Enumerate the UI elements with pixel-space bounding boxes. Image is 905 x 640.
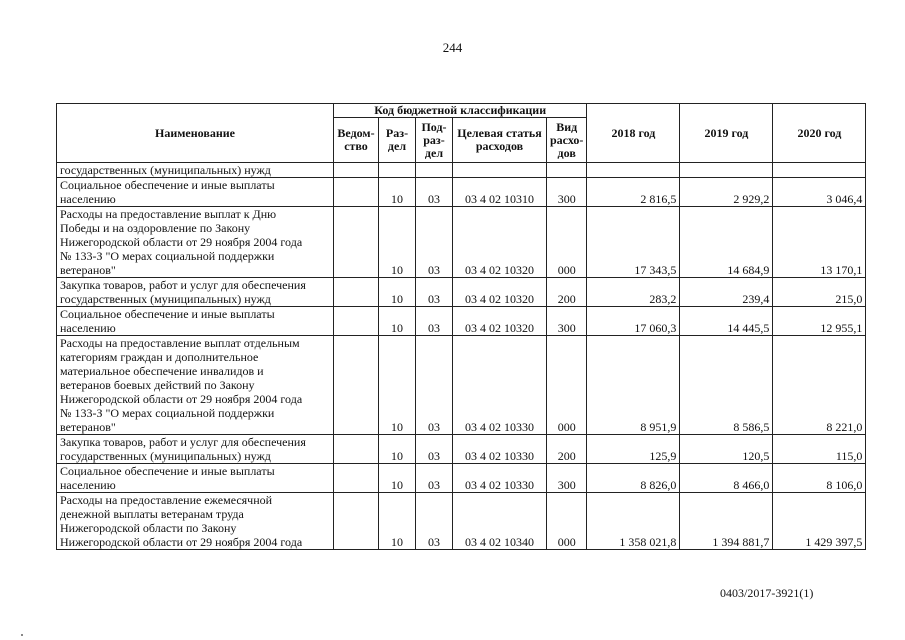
col-header-celevaya: Целевая статья расходов: [453, 118, 547, 163]
row-name: государственных (муниципальных) нужд: [57, 163, 334, 178]
row-name-line: ветеранов": [60, 420, 116, 434]
row-name-line: Победы и на оздоровление по Закону: [60, 221, 251, 235]
row-name-line: населению: [60, 321, 116, 335]
cell-2019: 8 466,0: [680, 464, 773, 493]
document-code: 0403/2017-3921(1): [720, 586, 814, 600]
col-header-2018: 2018 год: [587, 104, 680, 163]
col-group-budget-code: Код бюджетной классификации: [334, 104, 587, 118]
cell-2020: 8 106,0: [773, 464, 866, 493]
cell-2020: 8 221,0: [773, 336, 866, 435]
col-header-name: Наименование: [57, 104, 334, 163]
row-name: [57, 278, 334, 307]
cell-celevaya: 03 4 02 10310: [453, 178, 547, 207]
row-name-line: Нижегородской области по Закону: [60, 521, 237, 535]
cell-celevaya: 03 4 02 10330: [453, 435, 547, 464]
row-name-line: Социальное обеспечение и иные выплаты: [60, 178, 275, 192]
cell-razdel: 10: [379, 435, 416, 464]
row-name-line: Нижегородской области от 29 ноября 2004 года: [60, 235, 303, 249]
cell-vid: 000: [547, 207, 587, 278]
cell-2018: 125,9: [587, 435, 680, 464]
cell-vid: 300: [547, 464, 587, 493]
col-header-vid: Вид расхо-дов: [547, 118, 587, 163]
cell-podrazdel: 03: [416, 336, 453, 435]
table-row: [57, 464, 866, 493]
table-row: [57, 307, 866, 336]
row-name-line: № 133-З "О мерах социальной поддержки: [60, 249, 275, 263]
cell-podrazdel: 03: [416, 278, 453, 307]
table-row: [57, 278, 866, 307]
col-header-razdel: Раз-дел: [379, 118, 416, 163]
row-name: [57, 435, 334, 464]
cell-2020: 115,0: [773, 435, 866, 464]
table-body: [57, 163, 866, 550]
table-row: [57, 178, 866, 207]
cell-celevaya: 03 4 02 10320: [453, 307, 547, 336]
cell-vid: 300: [547, 307, 587, 336]
cell-2018: 2 816,5: [587, 178, 680, 207]
row-name: [57, 493, 334, 550]
cell-podrazdel: 03: [416, 178, 453, 207]
page-number: 244: [442, 40, 463, 55]
table-row: [57, 207, 866, 278]
cell-razdel: 10: [379, 207, 416, 278]
cell-celevaya: 03 4 02 10320: [453, 207, 547, 278]
cell-vedomstvo: [334, 464, 379, 493]
cell-2019: 2 929,2: [680, 178, 773, 207]
cell-2018: 17 343,5: [587, 207, 680, 278]
cell-podrazdel: 03: [416, 207, 453, 278]
cell-podrazdel: 03: [416, 493, 453, 550]
table-row: [57, 493, 866, 550]
cell-celevaya: 03 4 02 10340: [453, 493, 547, 550]
cell-razdel: [379, 163, 416, 178]
row-name-line: Расходы на предоставление ежемесячной: [60, 493, 273, 507]
cell-2020: [773, 163, 866, 178]
row-name: [57, 464, 334, 493]
cell-2019: 1 394 881,7: [680, 493, 773, 550]
cell-2018: 8 826,0: [587, 464, 680, 493]
row-name-line: Нижегородской области от 29 ноября 2004 года: [60, 392, 303, 406]
row-name-line: Закупка товаров, работ и услуг для обеспечения: [60, 435, 306, 449]
col-header-podrazdel: Под-раз-дел: [416, 118, 453, 163]
col-header-vedomstvo: Ведом-ство: [334, 118, 379, 163]
cell-podrazdel: 03: [416, 435, 453, 464]
row-name: [57, 336, 334, 435]
row-name-line: Расходы на предоставление выплат к Дню: [60, 207, 277, 221]
cell-2019: 239,4: [680, 278, 773, 307]
row-name-line: населению: [60, 192, 116, 206]
cell-razdel: 10: [379, 178, 416, 207]
cell-2020: 13 170,1: [773, 207, 866, 278]
row-name: [57, 178, 334, 207]
cell-podrazdel: [416, 163, 453, 178]
row-name-line: материальное обеспечение инвалидов и: [60, 364, 264, 378]
cell-2018: [587, 163, 680, 178]
cell-2019: [680, 163, 773, 178]
cell-vedomstvo: [334, 163, 379, 178]
cell-vid: [547, 163, 587, 178]
row-name-line: ветеранов": [60, 263, 116, 277]
budget-table: [56, 103, 866, 550]
col-header-2020: 2020 год: [773, 104, 866, 163]
cell-2020: 12 955,1: [773, 307, 866, 336]
row-name-line: Расходы на предоставление выплат отдельным: [60, 336, 300, 350]
row-name-line: денежной выплаты ветеранам труда: [60, 507, 244, 521]
col-header-2019: 2019 год: [680, 104, 773, 163]
cell-2018: 8 951,9: [587, 336, 680, 435]
cell-vid: 200: [547, 435, 587, 464]
row-name-line: категориям граждан и дополнительное: [60, 350, 259, 364]
cell-razdel: 10: [379, 278, 416, 307]
row-name-line: Нижегородской области от 29 ноября 2004 года: [60, 535, 303, 549]
cell-vedomstvo: [334, 178, 379, 207]
row-name-line: Социальное обеспечение и иные выплаты: [60, 307, 275, 321]
table-row: [57, 435, 866, 464]
cell-2019: 14 445,5: [680, 307, 773, 336]
cell-vedomstvo: [334, 493, 379, 550]
cell-vedomstvo: [334, 336, 379, 435]
cell-vedomstvo: [334, 307, 379, 336]
cell-razdel: 10: [379, 336, 416, 435]
cell-razdel: 10: [379, 493, 416, 550]
cell-vid: 300: [547, 178, 587, 207]
row-name-line: ветеранов боевых действий по Закону: [60, 378, 255, 392]
cell-vid: 000: [547, 336, 587, 435]
table-row-continuation: [57, 163, 866, 178]
cell-vid: 200: [547, 278, 587, 307]
cell-celevaya: 03 4 02 10330: [453, 464, 547, 493]
cell-razdel: 10: [379, 464, 416, 493]
scan-mark: [21, 634, 23, 636]
cell-vedomstvo: [334, 435, 379, 464]
cell-2019: 120,5: [680, 435, 773, 464]
row-name-line: государственных (муниципальных) нужд: [60, 449, 271, 463]
cell-2019: 14 684,9: [680, 207, 773, 278]
row-name-line: Социальное обеспечение и иные выплаты: [60, 464, 275, 478]
row-name-line: Закупка товаров, работ и услуг для обеспечения: [60, 278, 306, 292]
row-name-line: населению: [60, 478, 116, 492]
cell-razdel: 10: [379, 307, 416, 336]
cell-2018: 1 358 021,8: [587, 493, 680, 550]
row-name-line: государственных (муниципальных) нужд: [60, 292, 271, 306]
cell-2020: 215,0: [773, 278, 866, 307]
cell-2018: 17 060,3: [587, 307, 680, 336]
cell-vedomstvo: [334, 207, 379, 278]
table-row: [57, 336, 866, 435]
cell-2019: 8 586,5: [680, 336, 773, 435]
cell-2018: 283,2: [587, 278, 680, 307]
cell-2020: 1 429 397,5: [773, 493, 866, 550]
cell-celevaya: [453, 163, 547, 178]
cell-celevaya: 03 4 02 10320: [453, 278, 547, 307]
cell-celevaya: 03 4 02 10330: [453, 336, 547, 435]
cell-vid: 000: [547, 493, 587, 550]
row-name: [57, 207, 334, 278]
cell-podrazdel: 03: [416, 464, 453, 493]
cell-podrazdel: 03: [416, 307, 453, 336]
row-name: [57, 307, 334, 336]
cell-vedomstvo: [334, 278, 379, 307]
cell-2020: 3 046,4: [773, 178, 866, 207]
row-name-line: № 133-З "О мерах социальной поддержки: [60, 406, 275, 420]
